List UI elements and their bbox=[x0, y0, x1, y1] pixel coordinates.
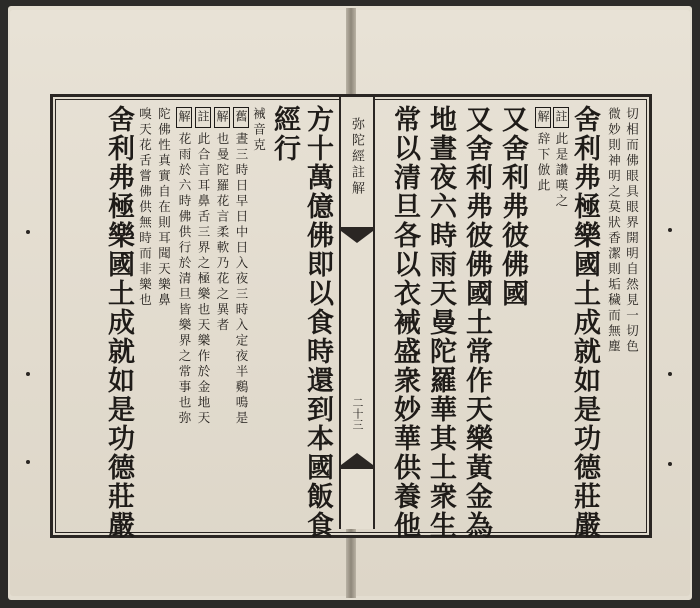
fish-tail-bottom-icon bbox=[341, 449, 373, 469]
right-page-column-text: 切相而佛眼具眼界開明自然見一切色 bbox=[624, 107, 640, 355]
binding-hole bbox=[26, 460, 30, 464]
left-page-column-text: 方十萬億佛即以食時還到本國飯食 bbox=[302, 105, 333, 540]
binding-hole bbox=[668, 462, 672, 466]
left-page-column-text: 經行 bbox=[269, 105, 300, 163]
right-page-column bbox=[535, 107, 551, 194]
left-page-column-text: 裓音克 bbox=[251, 107, 267, 154]
page-number: 二十三 bbox=[351, 397, 364, 430]
right-page-column-text: 常以清旦各以衣裓盛衆妙華供養他 bbox=[389, 105, 420, 540]
right-page-column bbox=[571, 105, 598, 540]
binding-hole bbox=[26, 372, 30, 376]
right-page-column-text: 辞下倣此 bbox=[536, 132, 551, 194]
right-page-column bbox=[625, 107, 638, 355]
right-page-column bbox=[607, 107, 620, 355]
left-page-column-text: 也曼陀羅花言柔軟乃花之異者 bbox=[215, 132, 230, 334]
annotation-marker: 解 bbox=[214, 107, 230, 128]
left-page-column bbox=[157, 107, 170, 309]
right-page-column bbox=[391, 105, 418, 540]
left-page-column bbox=[176, 107, 192, 427]
right-page-column-text: 地晝夜六時雨天曼陀羅華其土衆生 bbox=[425, 105, 456, 540]
left-page-column bbox=[271, 105, 298, 163]
center-strip bbox=[339, 97, 375, 529]
left-page-column bbox=[304, 105, 331, 540]
right-page-column-text: 又舍利弗彼佛國土常作天樂黃金為 bbox=[461, 105, 492, 540]
binding-hole bbox=[668, 372, 672, 376]
annotation-marker: 註 bbox=[195, 107, 211, 128]
right-page-column-text: 舍利弗極樂國土成就如是功德莊嚴 bbox=[569, 105, 600, 540]
annotation-marker: 解 bbox=[176, 107, 192, 128]
binding-hole bbox=[26, 230, 30, 234]
right-page-column-text: 微妙則神明之莫狀香潔則垢穢而無塵 bbox=[606, 107, 622, 355]
left-page-column-text: 嗅天花舌嘗佛供無時而非樂也 bbox=[137, 107, 153, 309]
left-page-column bbox=[105, 105, 132, 540]
left-page-column bbox=[252, 107, 265, 154]
right-page-column bbox=[499, 105, 526, 308]
left-page-column-text: 花雨於六時佛供行於清旦皆樂界之常事也弥 bbox=[177, 132, 192, 427]
left-page-column-text: 舍利弗極樂國土成就如是功德莊嚴 bbox=[103, 105, 134, 540]
left-page-column-text: 陀佛性真實自在則耳聞天樂鼻 bbox=[156, 107, 172, 309]
left-page-column-text: 晝三時日早日中日入夜三時入定夜半鷄鳴是 bbox=[234, 132, 249, 427]
right-page-column bbox=[427, 105, 454, 540]
left-page-column bbox=[195, 107, 211, 427]
right-page-column bbox=[553, 107, 569, 210]
book-title: 弥陀經註解 bbox=[349, 117, 364, 197]
fish-tail-top-icon bbox=[341, 227, 373, 247]
left-page-column bbox=[214, 107, 230, 334]
annotation-marker: 解 bbox=[535, 107, 551, 128]
left-page-column-text: 此合言耳鼻舌三界之極樂也天樂作於金地天 bbox=[196, 132, 211, 427]
right-page-column bbox=[463, 105, 490, 540]
annotation-marker: 註 bbox=[553, 107, 569, 128]
binding-hole bbox=[668, 228, 672, 232]
right-page-column-text: 又舍利弗彼佛國 bbox=[497, 105, 528, 308]
annotation-marker: 舊 bbox=[233, 107, 249, 128]
left-page-column bbox=[233, 107, 249, 427]
left-page-column bbox=[138, 107, 151, 309]
right-page-column-text: 此是讚嘆之 bbox=[554, 132, 569, 210]
